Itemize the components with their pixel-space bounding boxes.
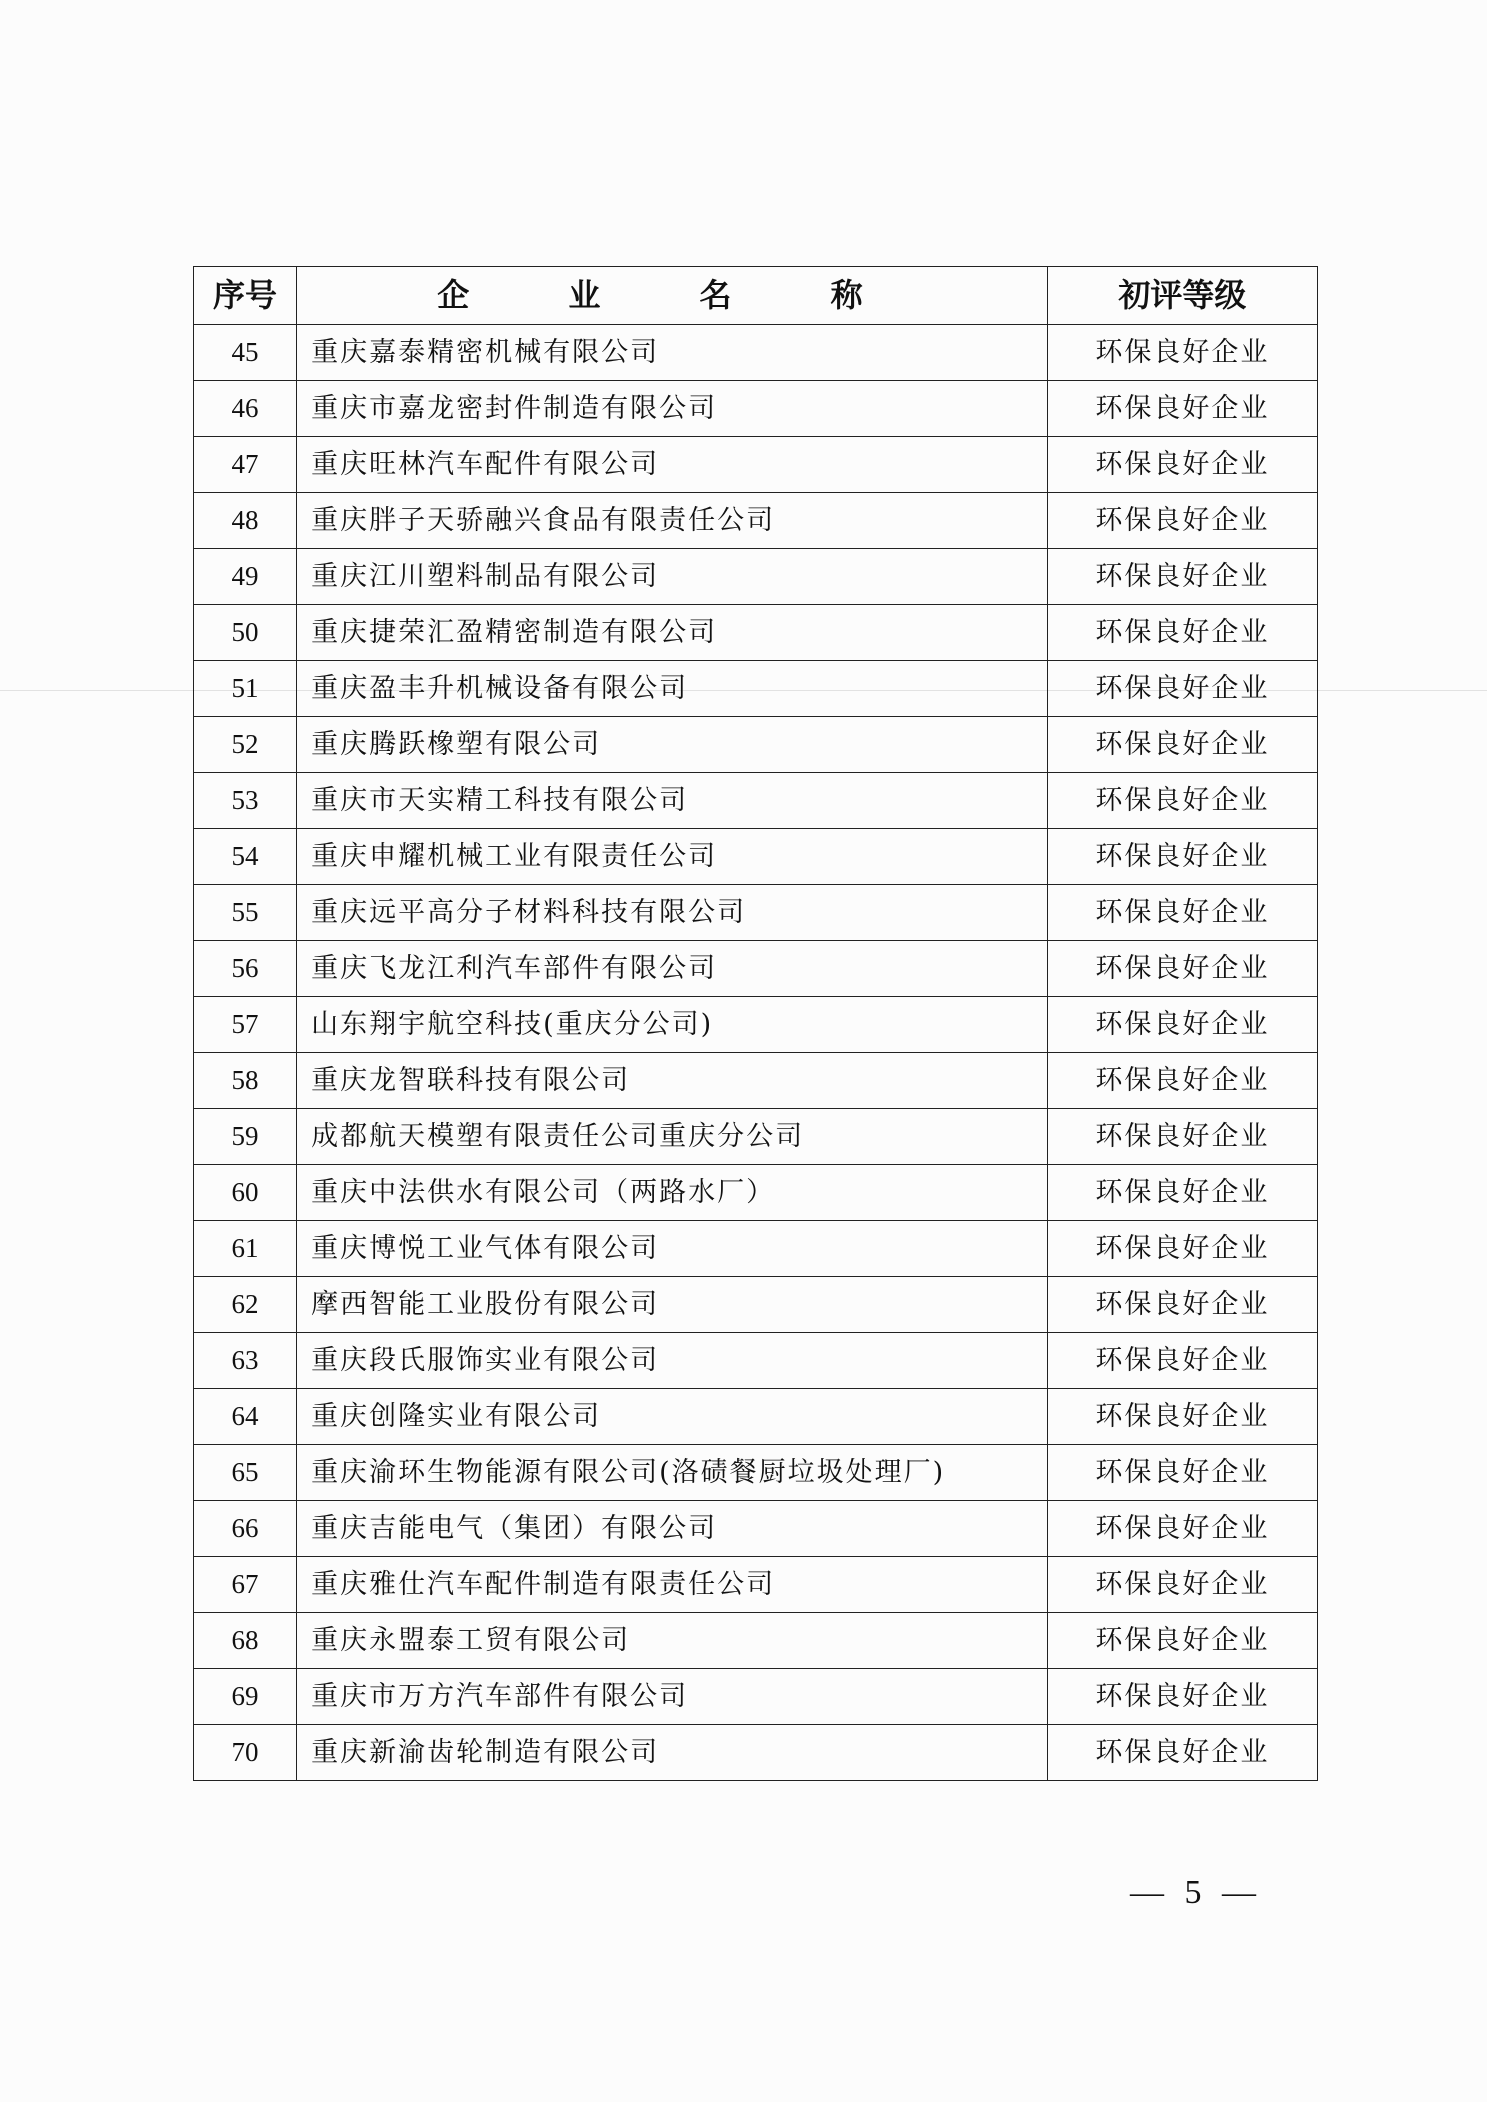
- row-grade: 环保良好企业: [1047, 381, 1317, 437]
- row-company-name: 重庆中法供水有限公司（两路水厂）: [297, 1165, 1048, 1221]
- table-row: [194, 493, 1318, 549]
- row-company-name: 重庆博悦工业气体有限公司: [297, 1221, 1048, 1277]
- table-row: [194, 605, 1318, 661]
- table-row: [194, 1277, 1318, 1333]
- row-company-name: 重庆渝环生物能源有限公司(洛碛餐厨垃圾处理厂): [297, 1445, 1048, 1501]
- row-grade: 环保良好企业: [1047, 549, 1317, 605]
- table-row: [194, 1445, 1318, 1501]
- table-row: [194, 1333, 1318, 1389]
- table-header-row: [194, 267, 1318, 325]
- row-grade: 环保良好企业: [1047, 325, 1317, 381]
- row-company-name: 重庆江川塑料制品有限公司: [297, 549, 1048, 605]
- table-row: [194, 549, 1318, 605]
- row-number: 48: [194, 493, 297, 549]
- row-grade: 环保良好企业: [1047, 1725, 1317, 1781]
- row-grade: 环保良好企业: [1047, 1501, 1317, 1557]
- row-number: 57: [194, 997, 297, 1053]
- table-row: [194, 1725, 1318, 1781]
- table-row: [194, 1389, 1318, 1445]
- row-grade: 环保良好企业: [1047, 717, 1317, 773]
- table-row: [194, 1669, 1318, 1725]
- table-row: [194, 1613, 1318, 1669]
- row-company-name: 重庆市嘉龙密封件制造有限公司: [297, 381, 1048, 437]
- row-company-name: 山东翔宇航空科技(重庆分公司): [297, 997, 1048, 1053]
- row-company-name: 重庆雅仕汽车配件制造有限责任公司: [297, 1557, 1048, 1613]
- page-number: — 5 —: [1130, 1874, 1262, 1911]
- row-number: 60: [194, 1165, 297, 1221]
- row-number: 47: [194, 437, 297, 493]
- row-grade: 环保良好企业: [1047, 437, 1317, 493]
- header-number: 序号: [194, 267, 297, 325]
- row-grade: 环保良好企业: [1047, 1165, 1317, 1221]
- row-number: 61: [194, 1221, 297, 1277]
- row-number: 62: [194, 1277, 297, 1333]
- table-row: [194, 941, 1318, 997]
- row-grade: 环保良好企业: [1047, 493, 1317, 549]
- header-grade: 初评等级: [1047, 267, 1317, 325]
- row-grade: 环保良好企业: [1047, 773, 1317, 829]
- row-company-name: 成都航天模塑有限责任公司重庆分公司: [297, 1109, 1048, 1165]
- table-row: [194, 1557, 1318, 1613]
- row-company-name: 重庆新渝齿轮制造有限公司: [297, 1725, 1048, 1781]
- row-number: 51: [194, 661, 297, 717]
- row-company-name: 重庆吉能电气（集团）有限公司: [297, 1501, 1048, 1557]
- table-row: [194, 381, 1318, 437]
- row-company-name: 重庆远平高分子材料科技有限公司: [297, 885, 1048, 941]
- row-number: 64: [194, 1389, 297, 1445]
- row-company-name: 重庆捷荣汇盈精密制造有限公司: [297, 605, 1048, 661]
- row-company-name: 重庆龙智联科技有限公司: [297, 1053, 1048, 1109]
- row-number: 54: [194, 829, 297, 885]
- row-company-name: 重庆飞龙江利汽车部件有限公司: [297, 941, 1048, 997]
- row-number: 50: [194, 605, 297, 661]
- row-company-name: 重庆腾跃橡塑有限公司: [297, 717, 1048, 773]
- row-number: 56: [194, 941, 297, 997]
- row-number: 49: [194, 549, 297, 605]
- row-number: 55: [194, 885, 297, 941]
- table-row: [194, 437, 1318, 493]
- table-row: [194, 885, 1318, 941]
- enterprise-rating-table: [193, 266, 1318, 1781]
- row-number: 69: [194, 1669, 297, 1725]
- row-number: 65: [194, 1445, 297, 1501]
- row-grade: 环保良好企业: [1047, 1277, 1317, 1333]
- row-grade: 环保良好企业: [1047, 1669, 1317, 1725]
- row-number: 66: [194, 1501, 297, 1557]
- row-grade: 环保良好企业: [1047, 941, 1317, 997]
- row-number: 52: [194, 717, 297, 773]
- table-row: [194, 1165, 1318, 1221]
- table-row: [194, 1109, 1318, 1165]
- row-grade: 环保良好企业: [1047, 885, 1317, 941]
- row-company-name: 重庆盈丰升机械设备有限公司: [297, 661, 1048, 717]
- row-grade: 环保良好企业: [1047, 661, 1317, 717]
- row-grade: 环保良好企业: [1047, 1053, 1317, 1109]
- row-company-name: 重庆嘉泰精密机械有限公司: [297, 325, 1048, 381]
- header-name: 企 业 名 称: [297, 267, 1048, 325]
- table-row: [194, 829, 1318, 885]
- table-row: [194, 997, 1318, 1053]
- table-row: [194, 1501, 1318, 1557]
- row-grade: 环保良好企业: [1047, 829, 1317, 885]
- row-company-name: 摩西智能工业股份有限公司: [297, 1277, 1048, 1333]
- row-number: 70: [194, 1725, 297, 1781]
- row-grade: 环保良好企业: [1047, 605, 1317, 661]
- row-grade: 环保良好企业: [1047, 1557, 1317, 1613]
- row-grade: 环保良好企业: [1047, 1613, 1317, 1669]
- row-number: 68: [194, 1613, 297, 1669]
- row-number: 67: [194, 1557, 297, 1613]
- row-grade: 环保良好企业: [1047, 1221, 1317, 1277]
- row-company-name: 重庆胖子天骄融兴食品有限责任公司: [297, 493, 1048, 549]
- row-company-name: 重庆申耀机械工业有限责任公司: [297, 829, 1048, 885]
- table-row: [194, 661, 1318, 717]
- row-company-name: 重庆创隆实业有限公司: [297, 1389, 1048, 1445]
- table-body: [194, 325, 1318, 1781]
- row-number: 58: [194, 1053, 297, 1109]
- row-grade: 环保良好企业: [1047, 997, 1317, 1053]
- table-row: [194, 1053, 1318, 1109]
- row-number: 59: [194, 1109, 297, 1165]
- row-grade: 环保良好企业: [1047, 1333, 1317, 1389]
- row-grade: 环保良好企业: [1047, 1389, 1317, 1445]
- row-number: 45: [194, 325, 297, 381]
- row-company-name: 重庆旺林汽车配件有限公司: [297, 437, 1048, 493]
- row-number: 53: [194, 773, 297, 829]
- row-grade: 环保良好企业: [1047, 1109, 1317, 1165]
- row-company-name: 重庆市万方汽车部件有限公司: [297, 1669, 1048, 1725]
- row-company-name: 重庆市天实精工科技有限公司: [297, 773, 1048, 829]
- row-company-name: 重庆段氏服饰实业有限公司: [297, 1333, 1048, 1389]
- row-grade: 环保良好企业: [1047, 1445, 1317, 1501]
- row-number: 63: [194, 1333, 297, 1389]
- table-row: [194, 1221, 1318, 1277]
- row-company-name: 重庆永盟泰工贸有限公司: [297, 1613, 1048, 1669]
- row-number: 46: [194, 381, 297, 437]
- table-row: [194, 773, 1318, 829]
- table-row: [194, 325, 1318, 381]
- table-row: [194, 717, 1318, 773]
